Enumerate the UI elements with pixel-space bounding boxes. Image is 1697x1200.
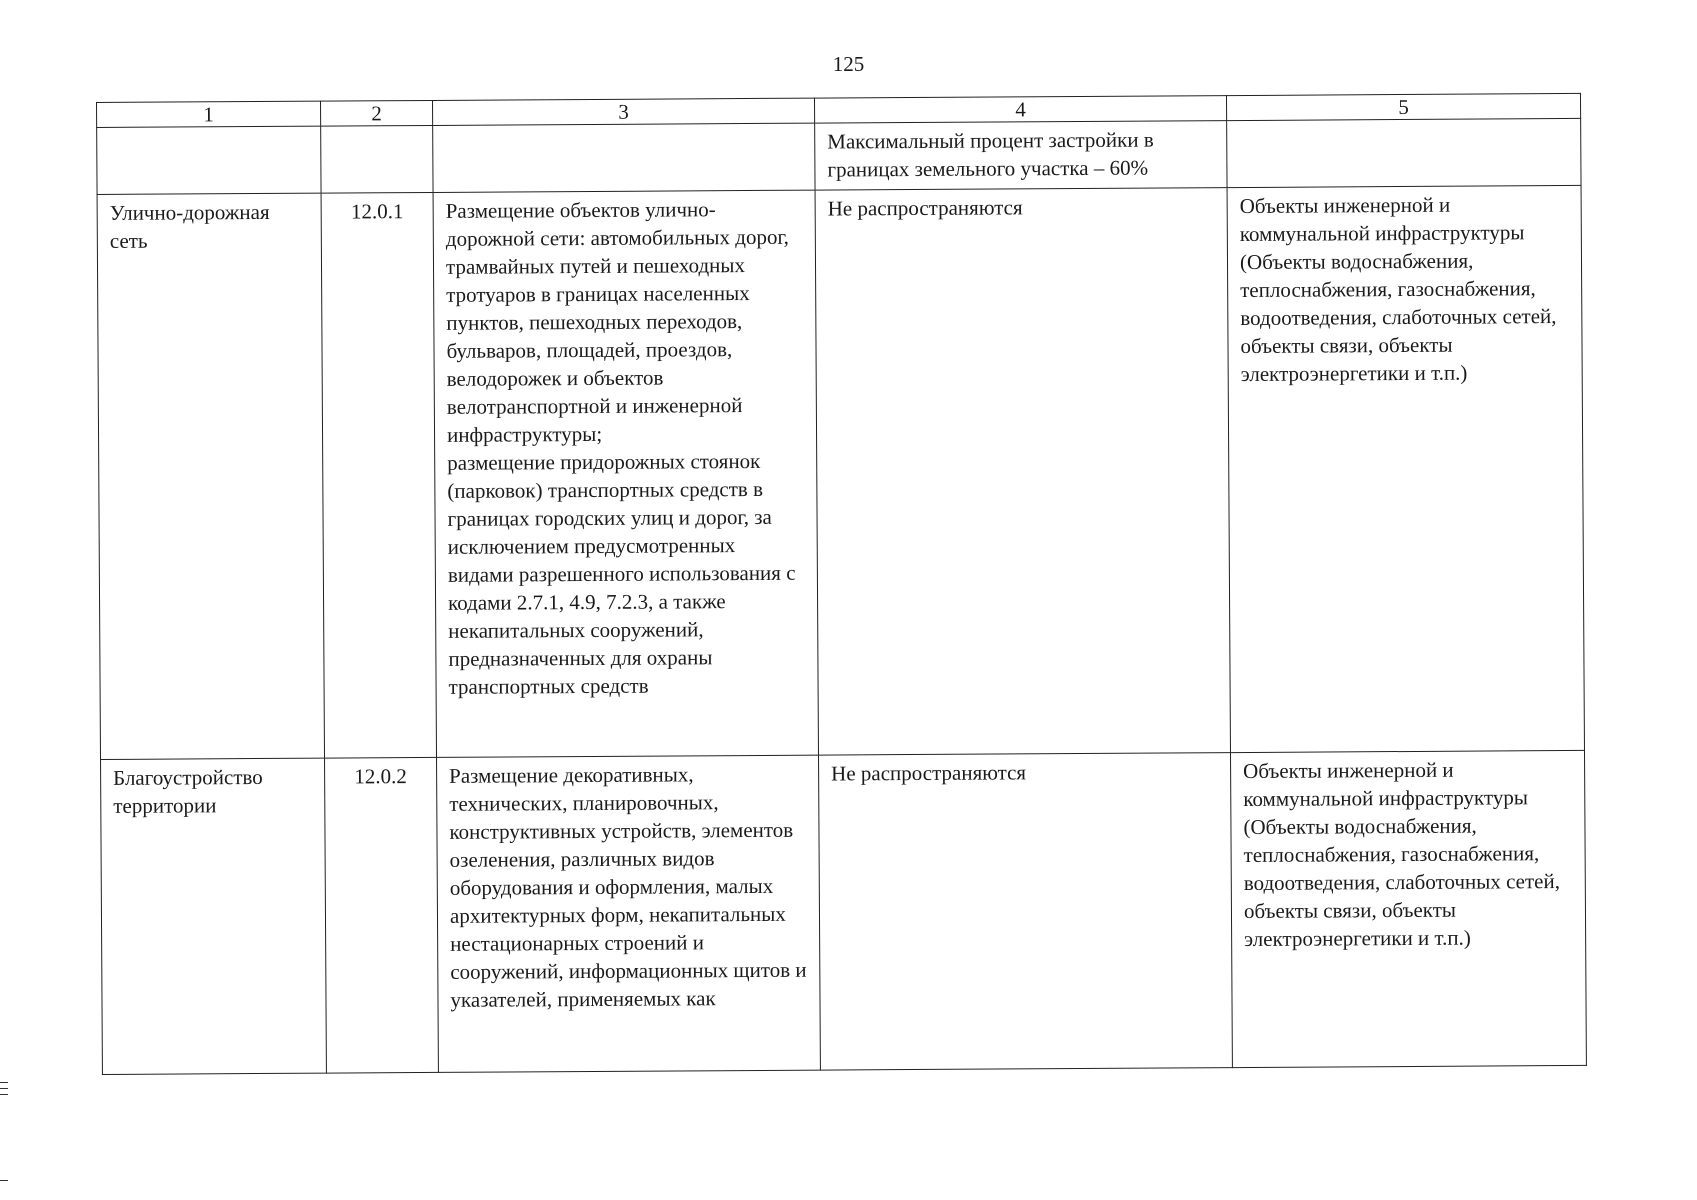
header-col-3: 3 [432, 98, 814, 125]
header-col-2: 2 [320, 100, 432, 126]
cell-use-code [321, 125, 433, 193]
cell-auxiliary-uses: Объекты инженерной и коммунальной инфраструктуры (Объекты водоснабжения, теплоснабжения, газоснабжения, водоотведения, слаботочных сетей, объекты связи, объекты электроэнергетики и т.п.) [1230, 750, 1586, 1067]
scan-margin-mark [0, 1094, 8, 1095]
cell-use-code: 12.0.2 [325, 757, 439, 1073]
table-row-continuation [97, 118, 1581, 194]
cell-auxiliary-uses [1227, 118, 1581, 187]
zoning-table [96, 93, 1587, 1075]
table-row-street-network [97, 185, 1584, 759]
scan-margin-mark [0, 1088, 8, 1089]
scan-margin-mark [0, 1180, 8, 1181]
header-col-4: 4 [814, 96, 1226, 124]
scan-margin-mark [0, 1082, 8, 1083]
cell-use-name: Благоустройство территории [101, 758, 327, 1074]
cell-use-description: Размещение декоративных, технических, планировочных, конструктивных устройств, элементов озеленения, различных видов оборудования и оформления, малых архитектурных форм, некапитальных нестационарных строений и сооружений, информационных щитов и указателей, применяемых как [437, 755, 821, 1072]
cell-parameters: Не распространяются [815, 188, 1230, 756]
cell-parameters: Максимальный процент застройки в границах земельного участка – 60% [815, 121, 1227, 191]
cell-use-description [433, 123, 815, 192]
cell-parameters: Не распространяются [819, 753, 1233, 1071]
header-col-5: 5 [1226, 93, 1580, 120]
cell-use-description: Размещение объектов улично-дорожной сети: автомобильных дорог, трамвайных путей и пешеходных тротуаров в границах населенных пунктов, пешеходных переходов, бульваров, площадей, проездов, велодорожек и объектов велотранспортной и инженерной инфраструктуры; размещение придорожных стоянок (парковок) транспортных средств в границах городских улиц и дорог, за исключением предусмотренных видами разрешенного использования с кодами 2.7.1, 4.9, 7.2.3, а также некапитальных сооружений, предназначенных для охраны транспортных средств [433, 190, 818, 757]
page-number: 125 [832, 52, 865, 76]
header-col-1: 1 [97, 101, 321, 127]
table-row-landscaping [101, 750, 1587, 1074]
cell-use-name [97, 126, 321, 194]
cell-use-name: Улично-дорожная сеть [97, 193, 324, 759]
cell-use-code: 12.0.1 [321, 192, 436, 758]
cell-auxiliary-uses: Объекты инженерной и коммунальной инфраструктуры (Объекты водоснабжения, теплоснабжения, газоснабжения, водоотведения, слаботочных сетей, объекты связи, объекты электроэнергетики и т.п.) [1227, 185, 1584, 752]
